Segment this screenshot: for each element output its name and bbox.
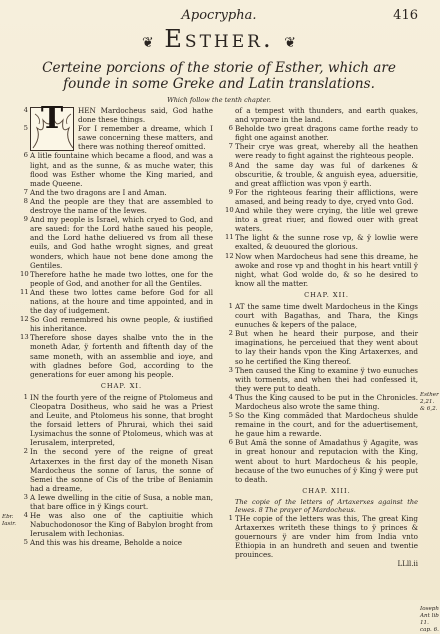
- verse-number: 8: [228, 160, 233, 169]
- verse: [228, 187, 418, 206]
- book-title-text: Esther.: [164, 25, 274, 53]
- verse-number: 1: [228, 513, 233, 522]
- verse-text: And my people is Israel, which cryed to God, and are saued: for the Lord hathe saued his people, and the Lord hathe deliuered vs from all these euils, and God hathe wroght signes, and great wonders, which haue not bene done among the Gentiles.: [30, 215, 213, 270]
- verse-number: 12: [225, 251, 234, 260]
- chapter-heading-11: CHAP. XI.: [100, 381, 143, 390]
- verse-number: 6: [228, 124, 233, 133]
- verse-number: 11: [225, 233, 234, 242]
- margin-note-left: Ebr. Iasir.: [2, 514, 17, 527]
- verse-number: 6: [23, 151, 28, 160]
- verse: [228, 392, 418, 411]
- verse: [225, 251, 418, 288]
- text-columns: [2, 101, 439, 633]
- verse: [23, 492, 213, 512]
- verse-text: So God remembred his owne people, & iustified his inheritance.: [30, 315, 213, 334]
- verse: [23, 392, 213, 448]
- verse: [20, 333, 213, 379]
- page-number: 416: [393, 8, 418, 23]
- verse-text: of a tempest with thunders, and earth quakes, and vproare in the land.: [235, 106, 418, 125]
- verse-number: 10: [20, 269, 29, 278]
- signature-mark: LLll.ii: [397, 560, 418, 569]
- fleuron-icon: ❦: [142, 35, 154, 51]
- verse: [23, 101, 213, 136]
- verse: [23, 124, 213, 152]
- verse-number: 13: [20, 333, 29, 342]
- verse-text: And the people are they that are assembled to destroye the name of the Iewes.: [30, 196, 213, 216]
- verse-text: For I remember a dreame, which I sawe concerning these matters, and there was nothing thereof omitted.: [78, 124, 213, 152]
- verse-text: He was also one of the captiuitie which Nabuchodonosor the King of Babylon broght from Ierusalem with Iechonias.: [30, 511, 213, 539]
- verse: [228, 142, 418, 161]
- verse-text: THe copie of the letters was this, The great King Artaxerxes writeth these things to ÿ princes & gouernours ÿ are vnder him from India vnto Ethiopia in an hundreth and seuen and twentie prouinces.: [235, 513, 418, 560]
- verse: [228, 411, 418, 439]
- verse-text: A Iewe dwelling in the citie of Susa, a noble man, that bare office in ÿ Kings court.: [30, 492, 213, 512]
- verse-number: 4: [228, 392, 233, 401]
- verse: [228, 301, 418, 330]
- chapter-heading-13: CHAP. XIII.: [302, 486, 351, 495]
- verse: [228, 365, 418, 393]
- book-intro: Certeine porcions of the storie of Esther, which are founde in some Greke and Latin translations.: [42, 60, 396, 92]
- verse-number: 5: [23, 538, 28, 547]
- verse: [20, 269, 213, 288]
- verse: [23, 538, 213, 548]
- book-title: [20, 26, 418, 56]
- verse-number: 10: [225, 206, 234, 215]
- verse: [23, 151, 213, 188]
- verse-text: For the righteous fearing their afflictions, were amased, and being ready to dye, cryed vnto God.: [235, 187, 418, 206]
- verse-text: Beholde two great dragons came forthe ready to fight one against another.: [235, 124, 418, 143]
- chapter-summary: The copie of the letters of Artaxerxes against the Iewes. 8 The prayer of Mardocheus.: [235, 497, 418, 514]
- verse: [23, 196, 213, 216]
- verse-text: IN the fourth yere of the reigne of Ptolomeus and Cleopatra Dositheus, who said he was a Priest and Leuite, and Ptolomeus his sonne, that broght the forsaid letters of Phrurai, which thei said Lysimachus the sonne of Ptolomeus, which was at Ierusalem, interpreted,: [30, 392, 213, 448]
- verse-number: 3: [228, 365, 233, 374]
- verse-number: 2: [23, 447, 28, 456]
- margin-note-right-b: Ioseph Ant lib 11. cap. 6.: [420, 606, 439, 633]
- verse-number: 4: [23, 106, 28, 114]
- right-column: [225, 106, 439, 633]
- verse-text: Therefore hathe he made two lottes, one for the people of God, and another for all the Gentiles.: [30, 269, 213, 288]
- verse-number: 7: [228, 142, 233, 151]
- verse: [228, 160, 418, 188]
- verse-text: Thus the King caused to be put in the Chronicles. Mardocheus also wrote the same thing.: [235, 392, 418, 411]
- verse: [20, 287, 213, 316]
- verse-number: 7: [23, 187, 28, 196]
- verse-number: 8: [23, 196, 28, 205]
- fleuron-icon: ❦: [284, 35, 296, 51]
- verse: [20, 315, 213, 334]
- verse-number: 12: [20, 315, 29, 324]
- dropcap-letter: T: [40, 101, 64, 136]
- running-head-title: Apocrypha.: [181, 8, 257, 23]
- chapter-heading-12: CHAP. XII.: [304, 290, 349, 299]
- verse-text: Therefore shose dayes shalbe vnto the in the moneth Adar, ÿ fortenth and fiftenth day of the same moneth, with an assemblie and ioye, and with gladnes before God, according to the generations for euer among his people.: [30, 333, 213, 379]
- verse: [228, 513, 418, 560]
- verse-number: 9: [23, 215, 28, 224]
- verse-number: 9: [228, 187, 233, 196]
- verse-text: AT the same time dwelt Mardocheus in the Kings court with Bagathas, and Thara, the Kings eunuches & kepers of the palace,: [235, 301, 418, 330]
- verse: [23, 215, 213, 270]
- verse-text: And these two lottes came before God for all nations, at the houre and time appointed, and in the day of iudgement.: [30, 287, 213, 316]
- verse-text: The light & the sunne rose vp, & ÿ lowlie were exalted, & deuoured the glorious.: [235, 233, 418, 252]
- verse-text: HEN Mardocheus said, God hathe done these things.: [78, 106, 213, 125]
- verse-text: And the same day was ful of darkenes & obscuritie, & trouble, & anguish eyea, aduersitie, and great affliction was vpon ÿ earth.: [235, 160, 418, 188]
- verse-number: 5: [228, 411, 233, 420]
- verse-text: So the King commāded that Mardocheus shulde remaine in the court, and for the aduertisement, he gaue him a rewarde.: [235, 411, 418, 439]
- verse-number: 3: [23, 492, 28, 501]
- verse-text: Their crye was great, whereby all the heathen were ready to fight against the righteous people.: [235, 142, 418, 161]
- verse-text: But Amā the sonne of Amadathus ÿ Agagite, was in great honour and reputacion with the King, went about to hurt Mardocheus & his people, because of the two eunuches of ÿ King ÿ were put to death.: [235, 438, 418, 484]
- verse: [235, 106, 418, 124]
- verse: [228, 124, 418, 143]
- left-column: [2, 101, 213, 570]
- margin-note-right: Esther 2,21. & 6,2.: [420, 392, 439, 412]
- verse: [23, 447, 213, 493]
- verse-text: Now when Mardocheus had sene this dreame, he awoke and rose vp and thoght in his heart vntill ÿ night, what God wolde do, & so he desired to know all the matter.: [235, 251, 418, 288]
- verse-text: And while they were crying, the litle wel grewe into a great riuer, and flowed ouer with great waters.: [235, 206, 418, 234]
- verse-number: 11: [20, 287, 29, 296]
- verse: [225, 233, 418, 252]
- verse: [228, 438, 418, 484]
- verse-text: A litle fountaine which became a flood, and was a light, and as the sunne, & as muche water, this flood was Esther whome the King maried, and made Queene.: [30, 151, 213, 188]
- verse-number: 6: [228, 438, 233, 447]
- verse-text: Then caused the King to examine ÿ two eunuches with torments, and when thei had confessed it, they were put to death.: [235, 365, 418, 393]
- verse-text: And the two dragons are I and Aman.: [30, 187, 167, 197]
- verse-text: In the second yere of the reigne of great Artaxerxes in the first day of the moneth Nisan Mardocheus the sonne of Iarus, the sonne of Semei the sonne of Cis of the tribe of Beniamin had a dreame,: [30, 447, 213, 493]
- verse-number: 4: [23, 511, 28, 520]
- verse-text: But when he heard their purpose, and their imaginations, he perceiued that they went about to lay their hands vpon the King Artaxerxes, and so he certified the King thereof.: [235, 329, 418, 366]
- verse-number: 1: [228, 301, 233, 310]
- verse: [23, 511, 213, 539]
- verse: [228, 329, 418, 366]
- verse: [225, 206, 418, 234]
- verse-number: 2: [228, 329, 233, 338]
- section-note: Which follow the tenth chapter.: [167, 96, 271, 104]
- verse: [23, 187, 213, 197]
- verse-number: 5: [23, 124, 28, 133]
- verse-text: And this was his dreame, Beholde a noice: [30, 538, 183, 548]
- verse-number: 1: [23, 392, 28, 401]
- running-head: [20, 8, 418, 26]
